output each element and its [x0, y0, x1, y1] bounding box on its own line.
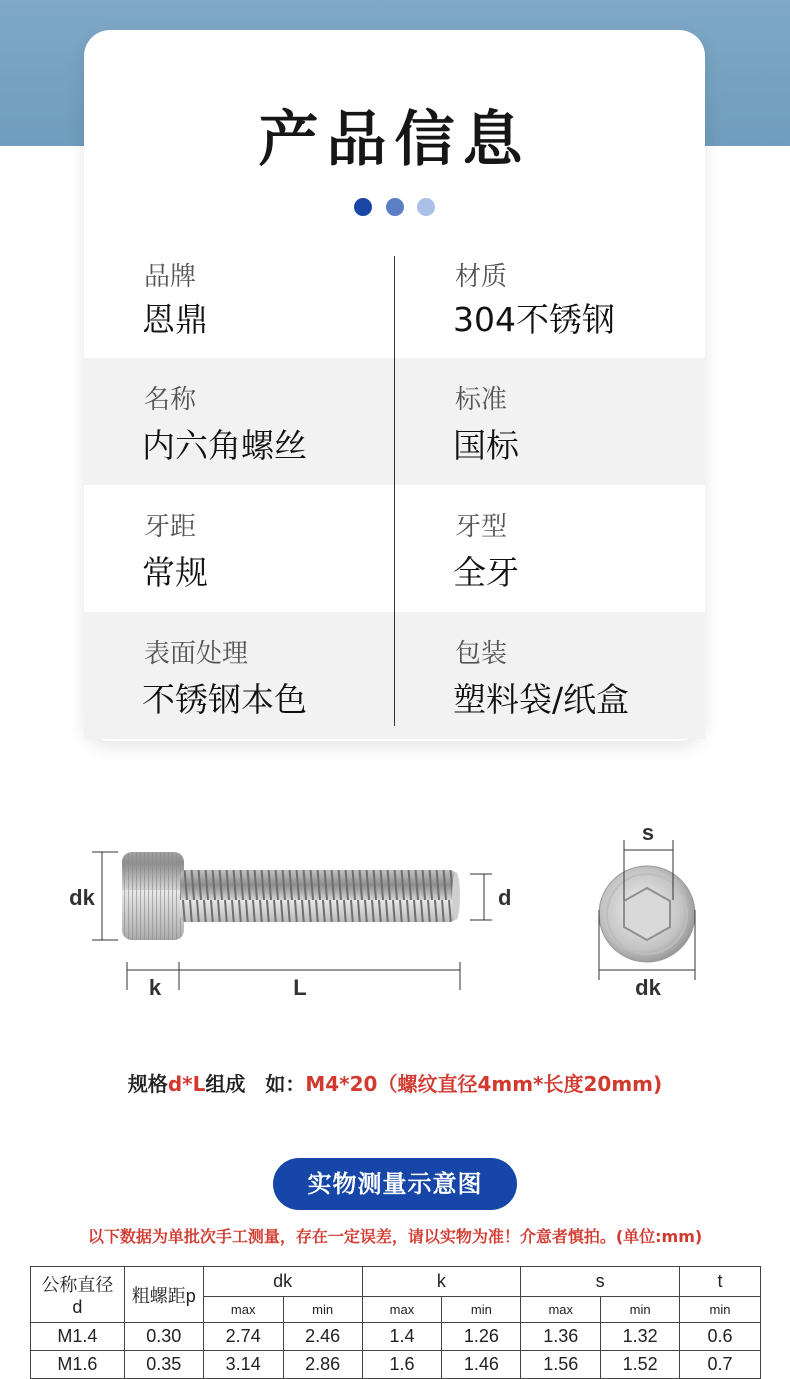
screw-thread: [180, 870, 456, 922]
subheader-max: max: [521, 1297, 601, 1323]
subheader-min: min: [442, 1297, 521, 1323]
label-d: d: [498, 885, 512, 910]
table-cell: 0.35: [124, 1351, 203, 1379]
info-value: 恩鼎: [142, 300, 208, 339]
title-dots: [84, 198, 705, 220]
screw-head-top-view: [599, 866, 695, 962]
info-value: 304不锈钢: [453, 300, 615, 339]
header-dk: dk: [203, 1267, 362, 1297]
info-cell-surface: [84, 612, 394, 739]
info-cell-name: [84, 358, 394, 485]
info-cell-package: [395, 612, 705, 739]
spec-description: [0, 1068, 790, 1097]
subheader-min: min: [680, 1297, 761, 1323]
measure-note: 以下数据为单批次手工测量，存在一定误差，请以实物为准！介意者慎拍。(单位:mm): [87, 1227, 703, 1246]
card-title: 产品信息: [258, 105, 531, 175]
table-cell: 1.26: [442, 1323, 521, 1351]
header-s: s: [521, 1267, 680, 1297]
screw-diagram: [0, 800, 790, 1030]
table-cell: 1.46: [442, 1351, 521, 1379]
subheader-max: max: [362, 1297, 442, 1323]
table-cell: 1.6: [362, 1351, 442, 1379]
info-cell-material: [395, 256, 705, 358]
table-cell: 0.7: [680, 1351, 761, 1379]
info-label: 牙型: [455, 512, 508, 542]
dim-dk-left: [92, 852, 118, 940]
table-cell: 1.52: [601, 1351, 680, 1379]
table-row: [31, 1351, 761, 1379]
screw-tip: [452, 872, 460, 920]
screw-head: [122, 852, 184, 940]
info-label: 材质: [455, 262, 508, 292]
table-cell: 1.32: [601, 1323, 680, 1351]
table-cell: 0.6: [680, 1323, 761, 1351]
table-cell: 3.14: [203, 1351, 283, 1379]
info-value: 内六角螺丝: [142, 426, 307, 465]
table-cell: M1.4: [31, 1323, 125, 1351]
info-rows: [84, 256, 705, 739]
info-value: 塑料袋/纸盒: [453, 680, 630, 719]
header-k: k: [362, 1267, 521, 1297]
subheader-min: min: [283, 1297, 362, 1323]
table-cell: 0.30: [124, 1323, 203, 1351]
table-header-row: [31, 1267, 761, 1297]
info-cell-pitch: [84, 485, 394, 612]
table-row: [31, 1323, 761, 1351]
info-cell-standard: [395, 358, 705, 485]
header-pitch: 粗螺距p: [124, 1267, 203, 1323]
spec-mid: 组成 如：: [205, 1072, 306, 1096]
info-label: 牙距: [144, 512, 197, 542]
label-dk-top: dk: [635, 975, 661, 1000]
info-label: 包装: [455, 639, 508, 669]
info-label: 标准: [455, 385, 508, 415]
subheader-min: min: [601, 1297, 680, 1323]
table-cell: M1.6: [31, 1351, 125, 1379]
dim-d: [470, 874, 492, 920]
label-L: L: [293, 975, 307, 1000]
table-cell: 1.36: [521, 1323, 601, 1351]
dot-3: [417, 198, 435, 216]
info-value: 不锈钢本色: [142, 680, 307, 719]
table-cell: 2.46: [283, 1323, 362, 1351]
table-cell: 2.74: [203, 1323, 283, 1351]
info-value: 全牙: [453, 553, 519, 592]
info-label: 名称: [144, 385, 197, 415]
dot-1: [354, 198, 372, 216]
info-label: 表面处理: [144, 639, 249, 669]
info-value: 常规: [142, 553, 208, 592]
spec-formula: d*L: [167, 1072, 206, 1096]
info-value: 国标: [453, 426, 519, 465]
spec-prefix: 规格: [127, 1072, 168, 1096]
spec-table: [30, 1266, 761, 1379]
info-label: 品牌: [144, 262, 197, 292]
product-info-card: [84, 30, 705, 741]
header-nominal-diameter: 公称直径 d: [31, 1267, 125, 1323]
info-cell-brand: [84, 256, 394, 358]
table-cell: 1.56: [521, 1351, 601, 1379]
info-cell-thread: [395, 485, 705, 612]
column-divider: [394, 256, 395, 726]
measure-diagram-button: 实物测量示意图: [273, 1158, 517, 1210]
header-t: t: [680, 1267, 761, 1297]
spec-example: M4*20（螺纹直径4mm*长度20mm): [305, 1072, 663, 1096]
table-cell: 2.86: [283, 1351, 362, 1379]
table-cell: 1.4: [362, 1323, 442, 1351]
label-dk: dk: [69, 885, 95, 910]
dot-2: [386, 198, 404, 216]
label-s: s: [641, 820, 655, 845]
label-k: k: [148, 975, 162, 1000]
screw-side-view: [122, 852, 460, 940]
subheader-max: max: [203, 1297, 283, 1323]
